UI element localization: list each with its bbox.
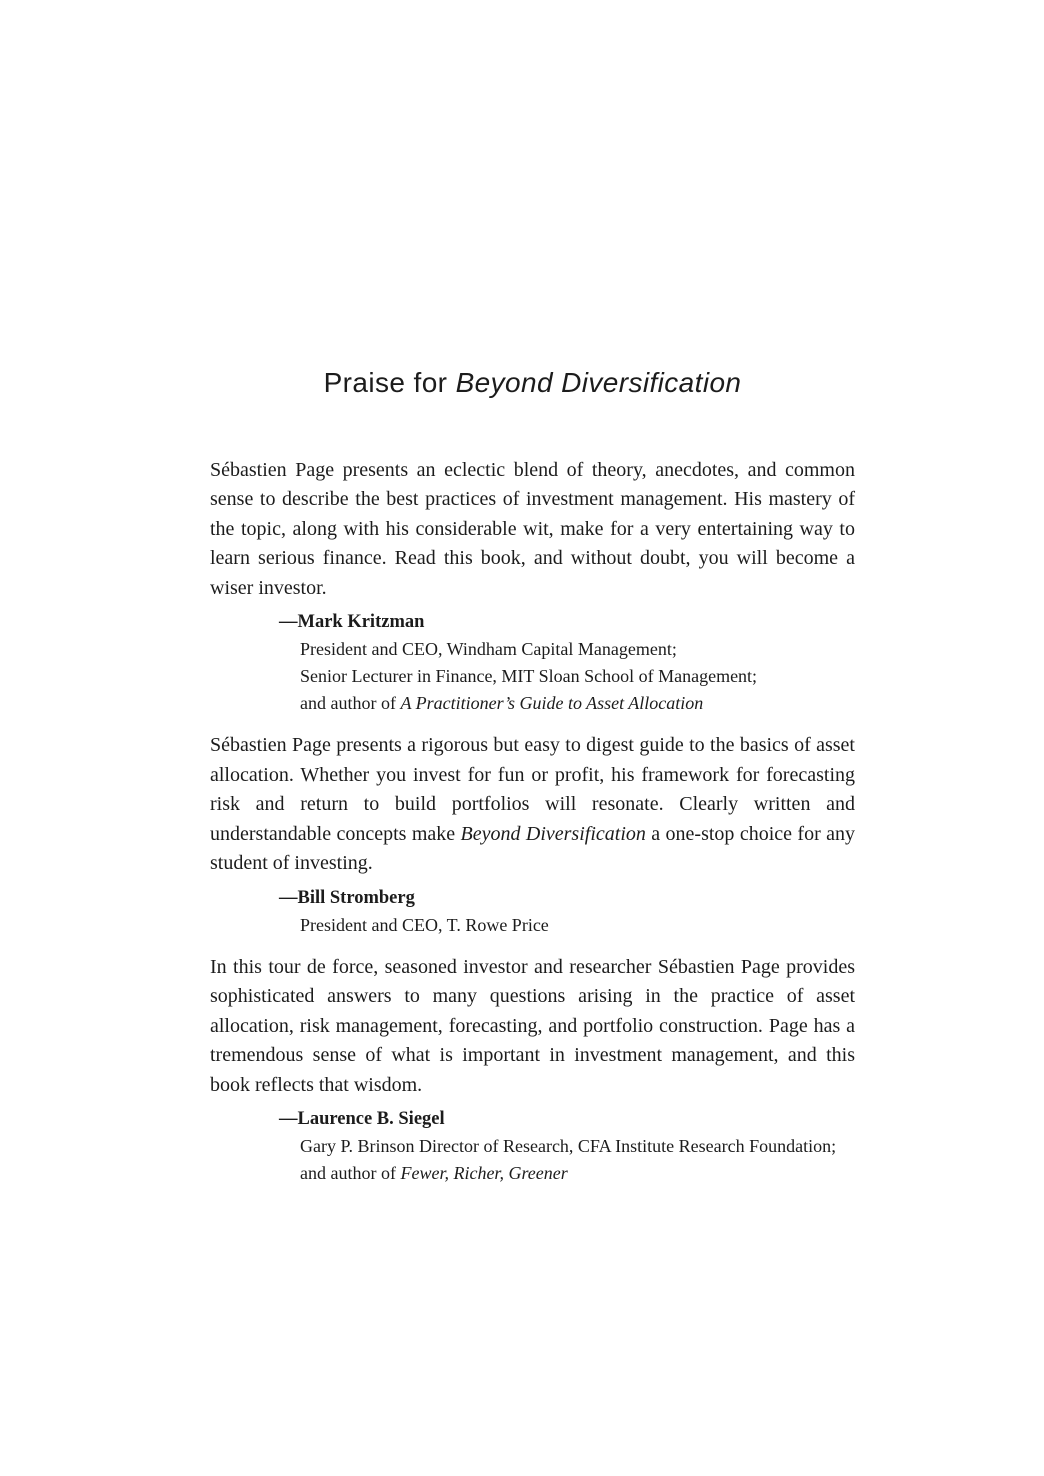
blurb-kritzman <box>210 456 855 718</box>
blurb-quote <box>210 953 855 1101</box>
blurb-stromberg <box>210 731 855 939</box>
blurb-quote <box>210 731 855 879</box>
attribution-author-line <box>300 1160 855 1187</box>
attribution <box>210 609 855 717</box>
quote-inline-book-title: Beyond Diversification <box>460 822 646 845</box>
attribution-author-line <box>300 690 855 717</box>
attribution-name <box>279 1106 855 1133</box>
attribution-name <box>279 885 855 912</box>
attribution <box>210 1106 855 1187</box>
quote-text: Sébastien Page presents an eclectic blend of theory, anecdotes, and common sense to describe the best practices of investment management. His mastery of the topic, along with his considerable wit, make for a very entertaining way to learn serious finance. Read this book, and without doubt, you will become a wiser investor. <box>210 458 855 599</box>
page-title-prefix: Praise for <box>323 367 456 398</box>
attribution-person-name: Mark Kritzman <box>297 612 425 633</box>
author-of-work-title: Fewer, Richer, Greener <box>400 1163 568 1184</box>
page-title-book-name: Beyond Diversification <box>455 367 742 398</box>
blurb-siegel <box>210 953 855 1188</box>
attribution-person-name: Bill Stromberg <box>297 887 415 908</box>
attribution-role-line: Gary P. Brinson Director of Research, CFA Institute Research Foundation; <box>300 1136 837 1157</box>
page-title <box>210 366 855 400</box>
attribution-role-line: Senior Lecturer in Finance, MIT Sloan School of Management; <box>300 666 758 687</box>
attribution-role-line: President and CEO, Windham Capital Management; <box>300 639 677 660</box>
quote-text-after: a one-stop choice for any student of investing. <box>210 822 855 875</box>
attribution-person-name: Laurence B. Siegel <box>297 1109 445 1130</box>
quote-text: In this tour de force, seasoned investor and researcher Sébastien Page provides sophisticated answers to many questions arising in the practice of asset allocation, risk management, forecasting, and portfolio construction. Page has a tremendous sense of what is important in investment management, and this book reflects that wisdom. <box>210 955 855 1096</box>
attribution <box>210 885 855 939</box>
attribution-dash: — <box>279 887 298 908</box>
quote-text: Sébastien Page presents a rigorous but easy to digest guide to the basics of asset allocation. Whether you invest for fun or profit, his framework for forecasting risk and return to build portfolios will resonate. Clearly written and understandable concepts make <box>210 734 855 845</box>
attribution-dash: — <box>279 612 298 633</box>
author-of-prefix: and author of <box>300 693 401 714</box>
blurb-quote <box>210 456 855 604</box>
author-of-prefix: and author of <box>300 1163 401 1184</box>
author-of-work-title: A Practitioner’s Guide to Asset Allocation <box>400 693 704 714</box>
attribution-dash: — <box>279 1109 298 1130</box>
attribution-name <box>279 609 855 636</box>
attribution-role-line: President and CEO, T. Rowe Price <box>300 914 549 935</box>
text-block <box>210 0 855 1187</box>
